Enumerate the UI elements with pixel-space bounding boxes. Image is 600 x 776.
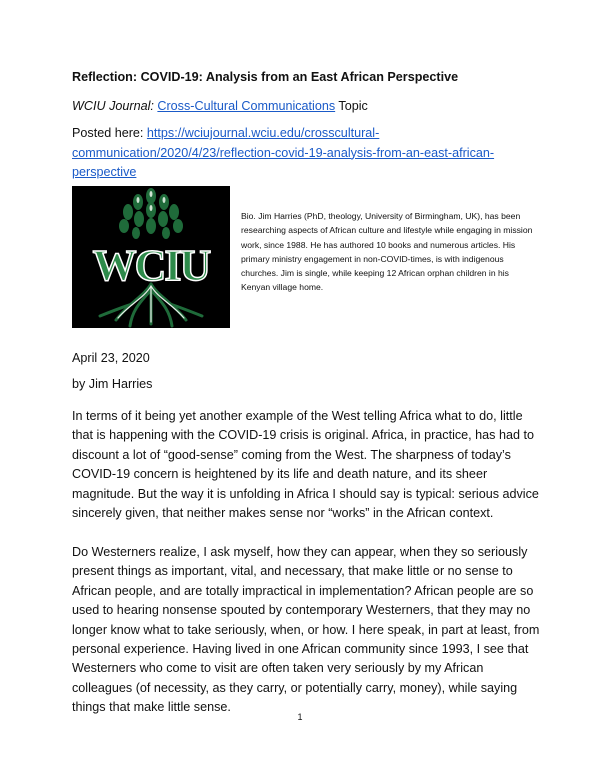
article-title: Reflection: COVID-19: Analysis from an East African Perspective xyxy=(72,70,459,84)
body-paragraph: Do Westerners realize, I ask myself, how they can appear, when they so seriously present things as important, vital, and necessary, that make little or no sense to African people, and are totally impractical in implementation? African people are so used to hearing nonsense spouted by contemporary Westerners, that they may no longer know what to take seriously, when, or how. I here speak, in part at least, from personal experience. Having lived in one African community since 1993, I see that Westerners who come to visit are often taken very seriously by my African colleagues (of necessity, as they carry, or potentially carry, money), while saying things that make little sense. xyxy=(72,545,540,715)
logo-wordmark: WCIU xyxy=(92,241,210,290)
article-date: April 23, 2020 xyxy=(72,351,150,365)
journal-line xyxy=(72,99,368,113)
wciu-logo-graphic xyxy=(72,186,230,328)
author-bio: Bio. Jim Harries (PhD, theology, University of Birmingham, UK), has been researching aspects of African culture and lifestyle while engaging in mission work, since 1988. He has authored 10 books and numerous articles. His primary ministry engagement in non-COVID-times, is with indigenous churches. Jim is single, while keeping 12 African orphan children in his Kenyan village home. xyxy=(241,211,533,293)
journal-topic-link[interactable]: Cross-Cultural Communications xyxy=(157,99,336,113)
article-url-link[interactable]: https://wciujournal.wciu.edu/crosscultural-communication/2020/4/23/reflection-covid-19-analysis-from-an-east-african-perspective xyxy=(72,126,495,179)
article-byline: by Jim Harries xyxy=(72,377,153,391)
page-number: 1 xyxy=(297,712,303,722)
posted-line xyxy=(72,124,542,183)
journal-name: WCIU Journal: xyxy=(72,99,154,113)
wciu-logo xyxy=(72,186,230,328)
body-paragraph: In terms of it being yet another example of the West telling Africa what to do, little that is happening with the COVID-19 crisis is original. Africa, in practice, has had to discount a lot of “good-sense” coming from the West. The sharpness of today’s COVID-19 concern is heightened by its life and death nature, and its sheer magnitude. But the way it is unfolding in Africa I should say is typical: serious advice sincerely given, that neither makes sense nor “works” in the African context. xyxy=(72,409,539,521)
posted-label: Posted here: xyxy=(72,126,147,140)
journal-topic-suffix: Topic xyxy=(335,99,368,113)
